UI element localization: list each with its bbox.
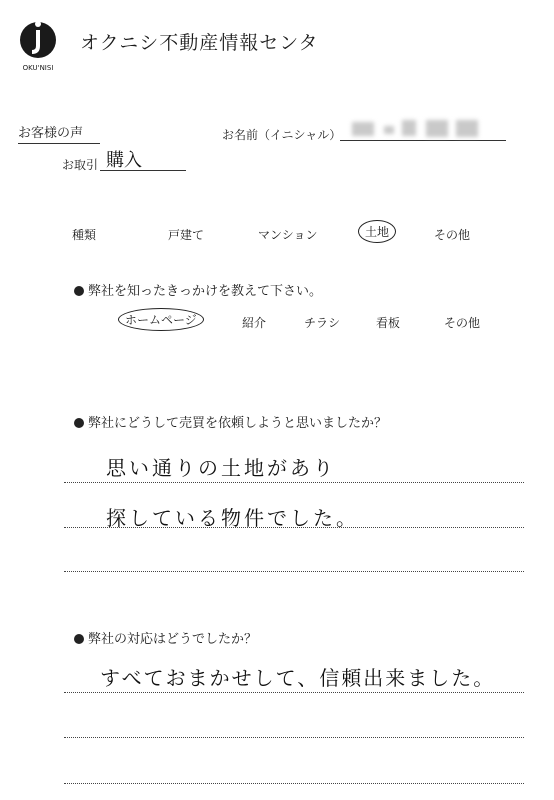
redacted-block [402, 120, 416, 136]
transaction-value: 購入 [106, 150, 142, 171]
redacted-block [456, 120, 478, 137]
type-option-mansion: マンション [258, 228, 318, 242]
company-logo [14, 16, 62, 72]
question-3: 弊社の対応はどうでしたか？ [74, 628, 257, 647]
bullet-icon [74, 418, 84, 428]
type-option-house: 戸建て [168, 228, 205, 242]
logo-text: OKU'NISI [22, 64, 54, 72]
q2-answer-line-2: 探している物件でした。 [106, 506, 359, 530]
answer-rule [64, 527, 524, 528]
q1-option-other: その他 [444, 316, 481, 330]
customer-voice-label: お客様の声 [18, 122, 100, 144]
q1-option-signboard: 看板 [376, 316, 401, 330]
q1-option-homepage-selected: ホームページ [118, 308, 204, 331]
q2-answer-line-1: 思い通りの土地があり [106, 456, 336, 480]
answer-rule [64, 571, 524, 572]
type-option-land-selected: 土地 [358, 220, 396, 243]
answer-rule [64, 482, 524, 483]
redacted-block [352, 122, 374, 136]
bullet-icon [74, 286, 84, 296]
type-option-other: その他 [434, 228, 471, 242]
question-2: 弊社にどうして売買を依頼しようと思いましたか？ [74, 412, 387, 431]
q3-answer-line-1: すべておまかせして、信頼出来ました。 [100, 666, 496, 690]
logo-mark-icon [14, 16, 62, 72]
name-field [340, 120, 506, 141]
company-name: オクニシ不動産情報センタ [80, 32, 319, 54]
redacted-block [426, 120, 448, 137]
transaction-label: お取引 [62, 158, 99, 172]
type-label: 種類 [72, 228, 97, 242]
answer-rule [64, 783, 524, 784]
customer-voice-underline [18, 143, 100, 144]
bullet-icon [74, 634, 84, 644]
question-1: 弊社を知ったきっかけを教えて下さい。 [74, 280, 322, 299]
q1-option-flyer: チラシ [304, 316, 341, 330]
answer-rule [64, 737, 524, 738]
q1-option-referral: 紹介 [242, 316, 267, 330]
name-label: お名前（イニシャル） [222, 128, 342, 142]
answer-rule [64, 692, 524, 693]
redacted-block [384, 126, 394, 134]
transaction-field [100, 146, 186, 171]
